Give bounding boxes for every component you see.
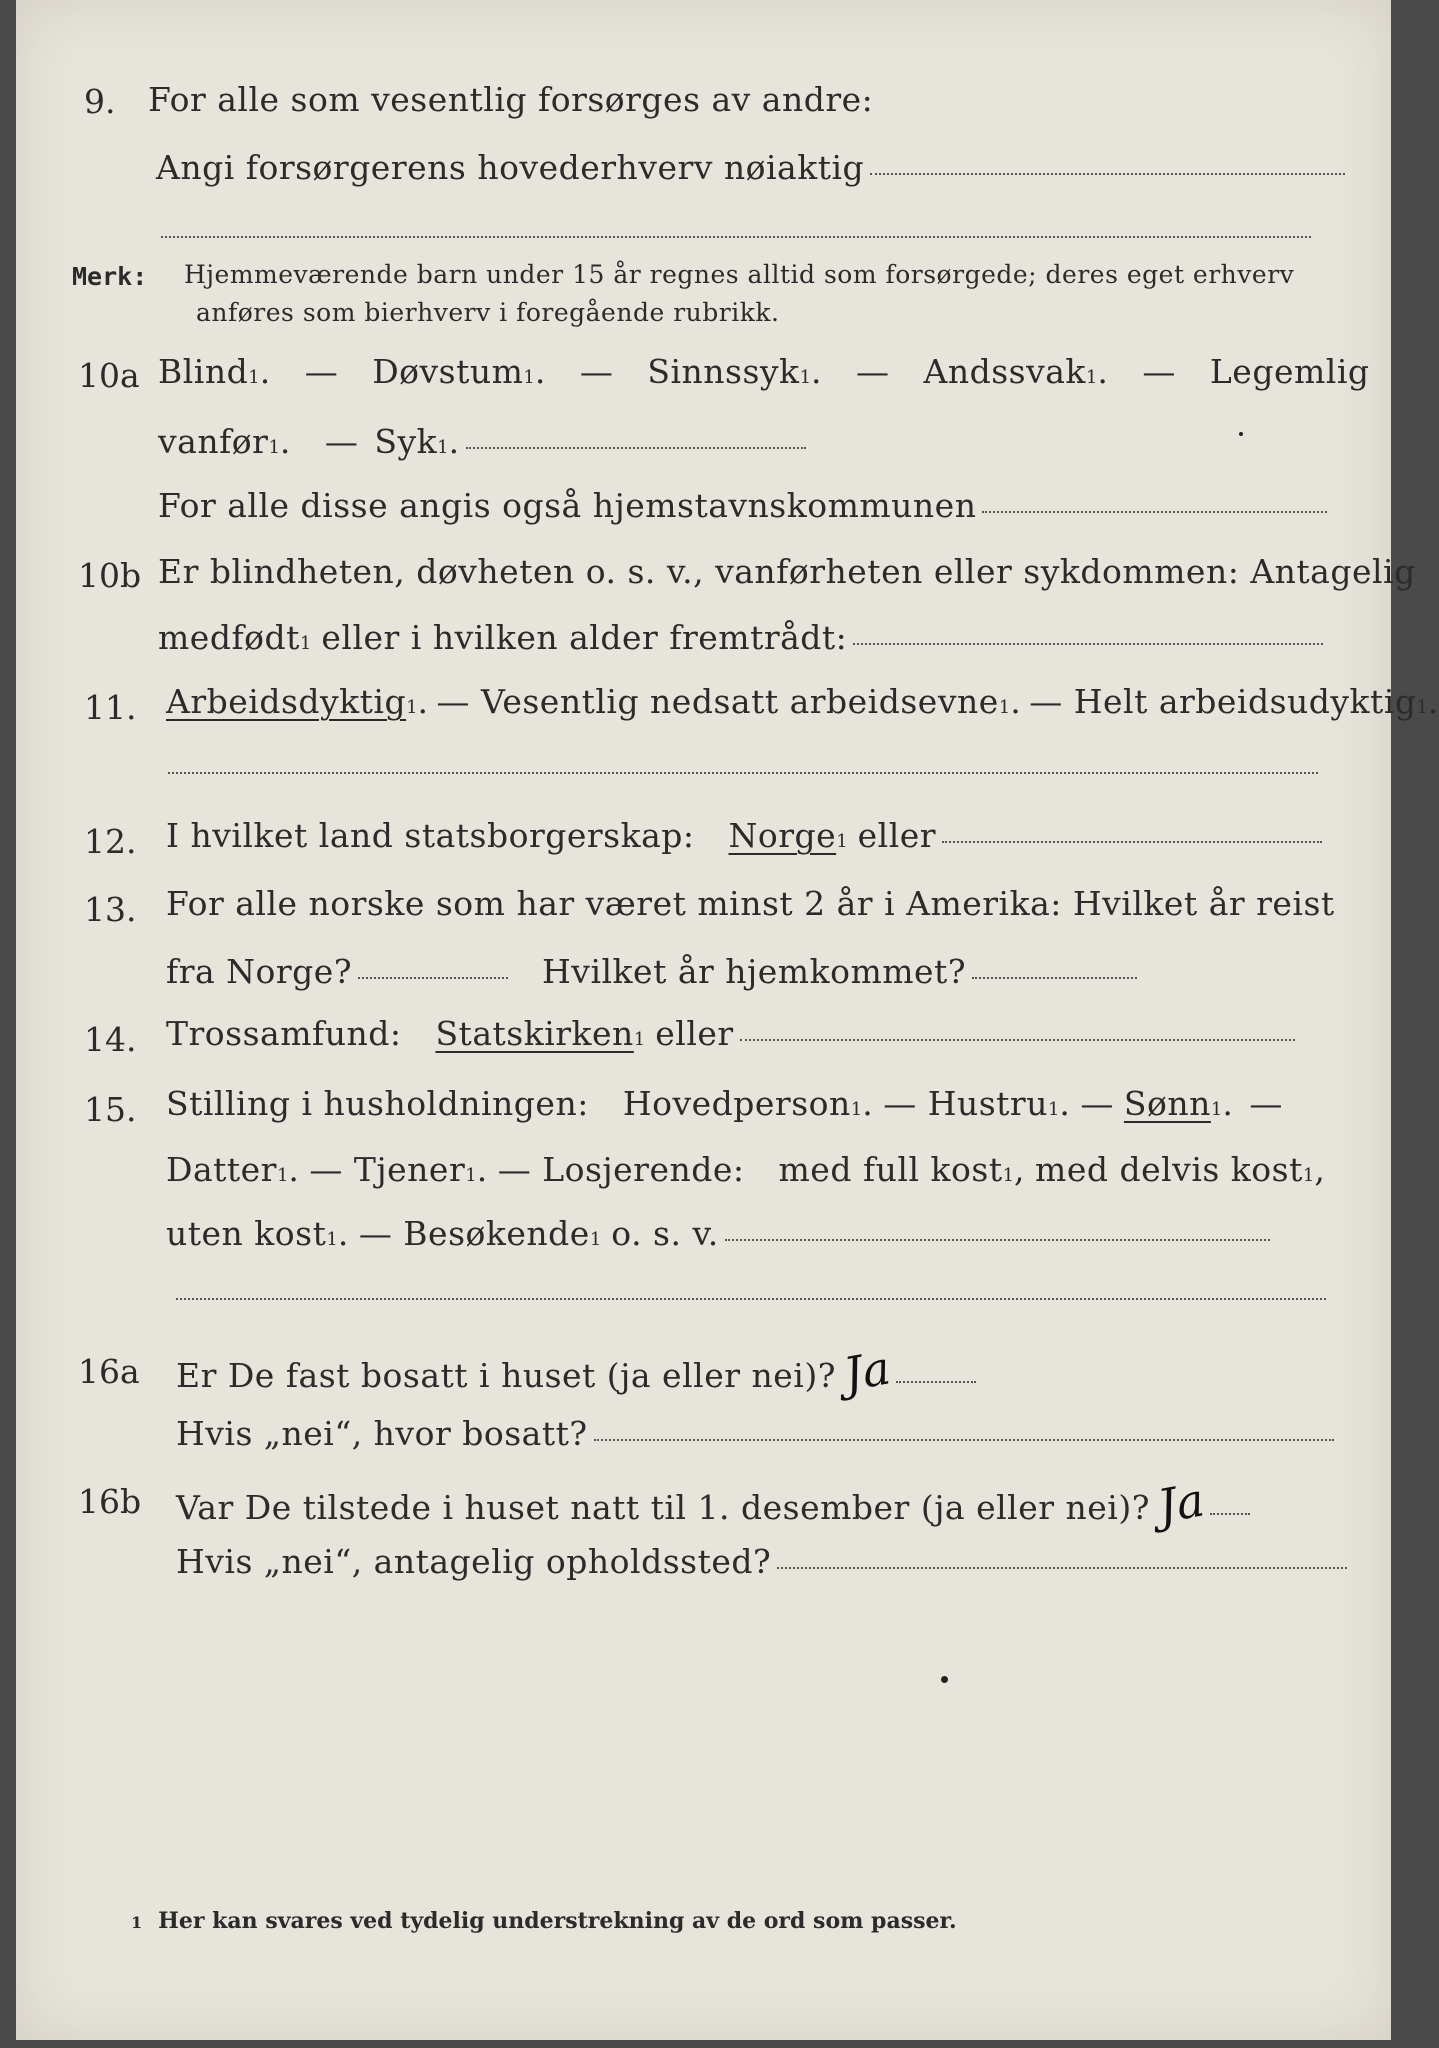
superscript-mark: 1 xyxy=(276,1165,289,1186)
q15-osv: o. s. v. xyxy=(611,1214,719,1253)
q16a-answer-field[interactable] xyxy=(896,1381,976,1383)
q14-line xyxy=(166,1014,1295,1053)
q13-hjemkommet-label: Hvilket år hjemkommet? xyxy=(542,952,967,991)
q14-trossamfund-field[interactable] xyxy=(740,1039,1295,1041)
superscript-mark: 1 xyxy=(836,831,848,852)
q10a-number: 10a xyxy=(78,356,140,395)
footnote-text: Her kan svares ved tydelig understrekning av de ord som passer. xyxy=(158,1908,957,1934)
superscript-mark: 1 xyxy=(523,367,535,388)
q16b-opholdssted-field[interactable] xyxy=(777,1567,1347,1569)
superscript-mark: 1 xyxy=(465,1165,477,1186)
q15-line-3: uten kost 1 . — Besøkende 1 o. s. v. xyxy=(166,1214,1270,1253)
q13-line-2 xyxy=(166,952,1137,991)
superscript-mark: 1 xyxy=(1047,1099,1060,1120)
q12-line xyxy=(166,816,1322,855)
q9-title: For alle som vesentlig forsørges av andre: xyxy=(148,80,874,119)
q13-line-1 xyxy=(166,884,1335,923)
q16b-number: 16b xyxy=(78,1482,142,1521)
q16a-number: 16a xyxy=(78,1352,140,1391)
q14-number: 14. xyxy=(84,1020,137,1059)
q13-fra-norge-label: fra Norge? xyxy=(166,952,353,991)
option-dovstum[interactable]: Døvstum xyxy=(372,352,524,391)
merk-label: Merk: xyxy=(72,262,148,291)
q12-country-field[interactable] xyxy=(942,841,1322,843)
superscript-mark: 1 xyxy=(326,1229,338,1250)
q10b-line-2 xyxy=(158,618,1323,657)
q10b-alder-label: eller i hvilken alder fremtrådt: xyxy=(321,618,848,657)
q10b-line-1 xyxy=(158,552,1416,591)
q10a-line-1: Blind 1 . — Døvstum 1 . — Sinnssyk 1 . — Andssvak 1 . — Legemlig xyxy=(158,352,1370,391)
option-besokende[interactable]: — Besøkende xyxy=(358,1214,590,1253)
footnote xyxy=(131,1908,957,1934)
option-legemlig[interactable]: Legemlig xyxy=(1209,352,1370,391)
superscript-mark: 1 xyxy=(248,367,260,388)
option-hovedperson[interactable]: Hovedperson xyxy=(622,1084,851,1123)
option-syk[interactable]: Syk xyxy=(374,422,438,461)
q10b-number: 10b xyxy=(78,556,142,595)
q12-question: I hvilket land statsborgerskap: xyxy=(166,816,695,855)
option-arbeidsdyktig[interactable]: Arbeidsdyktig xyxy=(166,682,407,721)
option-sinnssyk[interactable]: Sinnssyk xyxy=(647,352,800,391)
option-vesentlig-nedsatt[interactable]: — Vesentlig nedsatt arbeidsevne xyxy=(436,682,999,721)
q9-number: 9. xyxy=(84,82,116,121)
q15-question: Stilling i husholdningen: xyxy=(166,1084,589,1123)
superscript-mark: 1 xyxy=(998,697,1011,718)
option-uten-kost[interactable]: uten kost xyxy=(166,1214,327,1253)
q16b-opholdssted-label: Hvis „nei“, antagelig opholdssted? xyxy=(176,1542,772,1581)
census-form-page xyxy=(16,0,1439,2040)
q9-extra-answer-line[interactable] xyxy=(161,236,1311,238)
option-delvis-kost[interactable]: med delvis kost xyxy=(1035,1150,1303,1189)
q16b-answer-field[interactable] xyxy=(1210,1513,1250,1515)
q10a-syk-field[interactable] xyxy=(466,447,806,449)
q13-fra-norge-field[interactable] xyxy=(358,977,508,979)
superscript-mark: 1 xyxy=(1416,697,1428,718)
superscript-mark: 1 xyxy=(850,1099,863,1120)
option-hustru[interactable]: — Hustru xyxy=(883,1084,1048,1123)
q10a-line-2: vanfør 1 . — Syk 1 . xyxy=(158,422,806,461)
superscript-mark: 1 xyxy=(1302,1165,1315,1186)
option-datter[interactable]: Datter xyxy=(166,1150,277,1189)
superscript-mark: 1 xyxy=(299,633,312,654)
q12-eller: eller xyxy=(857,816,937,855)
q16a-hvor-field[interactable] xyxy=(594,1439,1334,1441)
q16a-line-1 xyxy=(176,1340,976,1402)
q10a-hjemstavn-label: For alle disse angis også hjemstavnskommunen xyxy=(158,486,977,525)
option-medfodt[interactable]: medfødt xyxy=(158,618,300,657)
q9-label: Angi forsørgerens hovederhverv nøiaktig xyxy=(156,148,865,187)
superscript-mark: 1 xyxy=(437,437,449,458)
option-blind[interactable]: Blind xyxy=(158,352,249,391)
q11-line: Arbeidsdyktig 1 . — Vesentlig nedsatt arbeidsevne 1 . — Helt arbeidsudyktig 1 . xyxy=(166,682,1439,721)
q16b-line-1 xyxy=(176,1472,1250,1534)
option-sonn[interactable]: Sønn xyxy=(1123,1084,1211,1123)
q15-extra-answer-line[interactable] xyxy=(176,1298,1326,1300)
ink-speck xyxy=(1239,432,1243,436)
q10a-line-3 xyxy=(158,486,1327,525)
q13-hjemkommet-field[interactable] xyxy=(972,977,1137,979)
merk-text-1: Hjemmeværende barn under 15 år regnes alltid som forsørgede; deres eget erhverv xyxy=(184,260,1295,289)
q15-line-1: Stilling i husholdningen: Hovedperson 1 . — Hustru 1 . — Sønn 1 . — xyxy=(166,1084,1283,1123)
q15-line-2: Datter 1 . — Tjener 1 . — Losjerende: med full kost 1 , med delvis kost 1 , xyxy=(166,1150,1326,1189)
option-norge[interactable]: Norge xyxy=(728,816,837,855)
superscript-mark: 1 xyxy=(1210,1099,1223,1120)
option-vanfor[interactable]: vanfør xyxy=(158,422,269,461)
merk-line-2 xyxy=(196,298,779,327)
superscript-mark: 1 xyxy=(268,437,280,458)
q10b-alder-field[interactable] xyxy=(853,643,1323,645)
q9-answer-row xyxy=(156,148,1345,187)
q10a-hjemstavn-field[interactable] xyxy=(982,511,1327,513)
q14-eller: eller xyxy=(655,1014,734,1053)
q11-number: 11. xyxy=(84,688,137,727)
superscript-mark: 1 xyxy=(589,1229,602,1250)
superscript-mark: 1 xyxy=(799,367,812,388)
ink-speck xyxy=(941,1676,948,1683)
footnote-mark: 1 xyxy=(131,1913,143,1932)
q15-other-field[interactable] xyxy=(725,1239,1270,1241)
option-statskirken[interactable]: Statskirken xyxy=(435,1014,634,1053)
q16b-line-2 xyxy=(176,1542,1347,1581)
superscript-mark: 1 xyxy=(406,697,418,718)
option-andssvak[interactable]: Andssvak xyxy=(923,352,1086,391)
q16a-question: Er De fast bosatt i huset (ja eller nei)? xyxy=(176,1356,836,1395)
q9-answer-field[interactable] xyxy=(870,173,1345,175)
q16a-hvor-label: Hvis „nei“, hvor bosatt? xyxy=(176,1414,588,1453)
q16a-handwritten-answer[interactable]: Ja xyxy=(839,1340,895,1402)
q11-extra-answer-line[interactable] xyxy=(168,772,1318,774)
q10b-question: Er blindheten, døvheten o. s. v., vanførheten eller sykdommen: Antagelig xyxy=(158,552,1416,591)
q9-title-row xyxy=(148,80,873,119)
q16a-line-2 xyxy=(176,1414,1334,1453)
q15-number: 15. xyxy=(84,1090,137,1129)
q16b-handwritten-answer[interactable]: Ja xyxy=(1153,1472,1209,1534)
option-helt-arbeidsudyktig[interactable]: — Helt arbeidsudyktig xyxy=(1029,682,1417,721)
q13-question: For alle norske som har været minst 2 år i Amerika: Hvilket år reist xyxy=(166,884,1335,923)
superscript-mark: 1 xyxy=(1085,367,1098,388)
superscript-mark: 1 xyxy=(1002,1165,1015,1186)
q14-question: Trossamfund: xyxy=(166,1014,402,1053)
q13-number: 13. xyxy=(84,890,137,929)
q15-losjerende-label: — Losjerende: xyxy=(497,1150,745,1189)
q12-number: 12. xyxy=(84,822,137,861)
q16b-question: Var De tilstede i huset natt til 1. desember (ja eller nei)? xyxy=(176,1488,1150,1527)
superscript-mark: 1 xyxy=(633,1029,646,1050)
option-full-kost[interactable]: med full kost xyxy=(778,1150,1003,1189)
merk-text-2: anføres som bierhverv i foregående rubrikk. xyxy=(196,298,780,327)
merk-line-1 xyxy=(184,260,1294,289)
option-tjener[interactable]: — Tjener xyxy=(309,1150,466,1189)
